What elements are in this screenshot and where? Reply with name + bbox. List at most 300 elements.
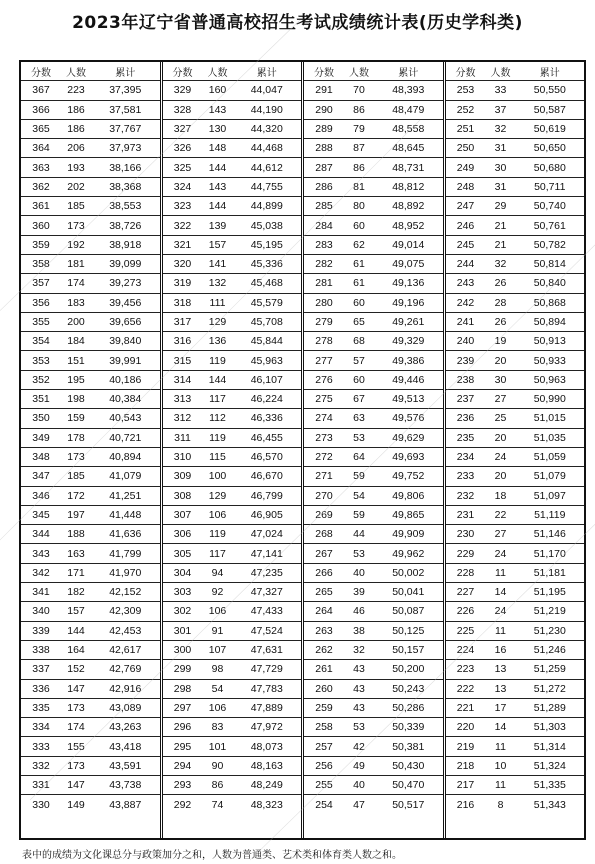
- cumulative-cell: 51,119: [534, 508, 566, 521]
- cumulative-cell: 39,273: [109, 277, 142, 290]
- cumulative-cell: 44,468: [250, 142, 283, 155]
- count-cell: 22: [494, 508, 507, 521]
- score-cell: 319: [173, 277, 192, 290]
- score-cell: 222: [456, 682, 475, 695]
- cumulative-cell: 49,865: [392, 508, 425, 521]
- cumulative-cell: 51,219: [533, 605, 566, 618]
- score-cell: 311: [174, 431, 191, 444]
- cumulative-cell: 46,799: [250, 489, 283, 502]
- score-cell: 234: [456, 451, 475, 464]
- table-row: [304, 313, 443, 332]
- table-row: [304, 139, 443, 158]
- count-cell: 152: [67, 663, 85, 676]
- score-cell: 324: [173, 180, 192, 193]
- score-cell: 244: [456, 258, 475, 271]
- score-cell: 329: [173, 84, 192, 97]
- score-cell: 249: [456, 161, 475, 174]
- count-cell: 101: [208, 740, 227, 753]
- cumulative-cell: 47,889: [250, 701, 283, 714]
- score-cell: 366: [32, 103, 50, 116]
- score-cell: 296: [173, 721, 192, 734]
- score-cell: 325: [173, 161, 192, 174]
- cumulative-cell: 49,196: [392, 296, 425, 309]
- score-cell: 361: [32, 200, 50, 213]
- score-cell: 216: [456, 798, 475, 811]
- header-row: [304, 62, 443, 81]
- header-score: 分数: [455, 67, 476, 79]
- header-cumulative: 累计: [256, 67, 277, 79]
- header-count: 人数: [490, 67, 511, 79]
- count-cell: 26: [494, 316, 507, 328]
- cumulative-cell: 39,656: [109, 316, 142, 328]
- count-cell: 24: [494, 547, 507, 560]
- table-row: [163, 448, 302, 467]
- count-cell: 33: [494, 84, 507, 97]
- score-cell: 345: [32, 508, 50, 521]
- count-cell: 37: [494, 103, 507, 116]
- table-row: [163, 139, 302, 158]
- cumulative-cell: 45,963: [250, 354, 283, 367]
- count-cell: 32: [494, 258, 507, 271]
- cumulative-cell: 45,844: [250, 335, 283, 348]
- cumulative-cell: 51,324: [533, 759, 566, 772]
- table-row: [21, 294, 160, 313]
- score-cell: 264: [315, 605, 333, 618]
- cumulative-cell: 51,343: [533, 798, 566, 811]
- count-cell: 13: [494, 682, 507, 695]
- table-row: [446, 641, 585, 660]
- cumulative-cell: 50,243: [392, 682, 425, 695]
- cumulative-cell: 50,286: [392, 701, 425, 714]
- score-cell: 220: [456, 721, 475, 734]
- score-cell: 308: [173, 489, 192, 502]
- score-cell: 359: [32, 238, 50, 251]
- score-cell: 250: [456, 142, 475, 155]
- table-row: [446, 602, 585, 621]
- count-cell: 53: [353, 431, 365, 444]
- score-cell: 275: [315, 393, 333, 406]
- cumulative-cell: 46,455: [250, 431, 283, 444]
- cumulative-cell: 50,517: [392, 798, 425, 811]
- count-cell: 106: [208, 508, 227, 521]
- cumulative-cell: 43,591: [109, 759, 142, 772]
- table-row: [21, 737, 160, 756]
- count-cell: 43: [353, 701, 365, 714]
- score-cell: 251: [456, 123, 475, 136]
- cumulative-cell: 47,433: [250, 605, 283, 618]
- count-cell: 46: [353, 605, 365, 618]
- score-cell: 360: [32, 219, 50, 232]
- cumulative-cell: 50,680: [533, 161, 566, 174]
- table-row: [446, 178, 585, 197]
- count-cell: 188: [67, 528, 85, 541]
- score-cell: 363: [32, 161, 50, 174]
- header-row: [163, 62, 302, 81]
- score-cell: 309: [173, 470, 192, 483]
- count-cell: 107: [208, 644, 227, 657]
- cumulative-cell: 50,782: [533, 238, 566, 251]
- score-cell: 302: [173, 605, 192, 618]
- count-cell: 28: [494, 296, 507, 309]
- table-row: [163, 255, 302, 274]
- score-cell: 221: [456, 701, 475, 714]
- cumulative-cell: 39,456: [109, 296, 142, 309]
- cumulative-cell: 40,721: [109, 431, 142, 444]
- cumulative-cell: 44,190: [250, 103, 283, 116]
- count-cell: 64: [353, 451, 365, 464]
- cumulative-cell: 42,617: [109, 644, 142, 657]
- score-cell: 365: [32, 123, 50, 136]
- table-row: [21, 158, 160, 177]
- score-cell: 332: [32, 759, 50, 772]
- cumulative-cell: 51,335: [533, 779, 566, 792]
- table-row: [163, 718, 302, 737]
- cumulative-cell: 44,612: [250, 161, 283, 174]
- table-row: [304, 622, 443, 641]
- count-cell: 185: [67, 200, 85, 213]
- count-cell: 111: [209, 296, 226, 309]
- table-row: [446, 737, 585, 756]
- table-row: [21, 622, 160, 641]
- header-cumulative: 累计: [115, 67, 136, 79]
- count-cell: 39: [353, 586, 365, 599]
- cumulative-cell: 41,970: [109, 566, 142, 579]
- score-cell: 330: [32, 798, 50, 811]
- count-cell: 65: [353, 316, 365, 328]
- table-row: [446, 680, 585, 699]
- score-cell: 355: [32, 316, 50, 328]
- cumulative-cell: 40,543: [109, 412, 142, 425]
- table-row: [304, 776, 443, 795]
- table-row: [21, 197, 160, 216]
- cumulative-cell: 51,195: [533, 586, 566, 599]
- table-row: [21, 390, 160, 409]
- cumulative-cell: 49,576: [392, 412, 425, 425]
- score-cell: 235: [456, 431, 475, 444]
- count-cell: 40: [353, 566, 365, 579]
- score-cell: 241: [456, 316, 475, 328]
- cumulative-cell: 50,963: [533, 373, 566, 386]
- count-cell: 202: [67, 180, 85, 193]
- count-cell: 100: [208, 470, 227, 483]
- count-cell: 24: [494, 451, 507, 464]
- cumulative-cell: 51,079: [533, 470, 566, 483]
- count-cell: 136: [208, 335, 227, 348]
- cumulative-cell: 51,097: [533, 489, 566, 502]
- score-cell: 346: [32, 489, 50, 502]
- cumulative-cell: 48,393: [392, 84, 425, 97]
- count-cell: 92: [211, 586, 224, 599]
- score-cell: 258: [315, 721, 333, 734]
- table-row: [446, 487, 585, 506]
- table-row: [446, 390, 585, 409]
- score-cell: 218: [456, 759, 475, 772]
- table-row: [21, 429, 160, 448]
- cumulative-cell: 48,163: [250, 759, 283, 772]
- table-block-1: [19, 62, 160, 838]
- cumulative-cell: 38,553: [109, 200, 142, 213]
- table-row: [304, 101, 443, 120]
- table-row: [21, 506, 160, 525]
- score-cell: 271: [315, 470, 333, 483]
- table-row: [21, 718, 160, 737]
- count-cell: 18: [494, 489, 507, 502]
- score-cell: 246: [456, 219, 475, 232]
- score-cell: 274: [315, 412, 333, 425]
- table-row: [21, 332, 160, 351]
- count-cell: 74: [211, 798, 224, 811]
- cumulative-cell: 48,952: [392, 219, 425, 232]
- score-cell: 316: [173, 335, 192, 348]
- count-cell: 20: [494, 354, 507, 367]
- score-cell: 342: [32, 566, 50, 579]
- table-row: [21, 351, 160, 370]
- table-block-4: [443, 62, 587, 838]
- count-cell: 160: [208, 84, 227, 97]
- cumulative-cell: 48,249: [250, 779, 283, 792]
- count-cell: 13: [494, 663, 507, 676]
- score-cell: 293: [173, 779, 192, 792]
- count-cell: 26: [494, 277, 507, 290]
- cumulative-cell: 49,075: [392, 258, 425, 271]
- table-row: [21, 101, 160, 120]
- table-row: [21, 216, 160, 235]
- count-cell: 44: [353, 528, 365, 541]
- table-row: [21, 313, 160, 332]
- cumulative-cell: 37,767: [109, 123, 142, 136]
- count-cell: 174: [67, 277, 85, 290]
- score-cell: 356: [32, 296, 50, 309]
- cumulative-cell: 51,314: [533, 740, 566, 753]
- score-cell: 340: [32, 605, 50, 618]
- cumulative-cell: 51,170: [533, 547, 566, 560]
- table-row: [446, 351, 585, 370]
- score-cell: 354: [32, 335, 50, 348]
- table-row: [304, 81, 443, 100]
- score-cell: 230: [456, 528, 475, 541]
- cumulative-cell: 47,524: [250, 624, 283, 637]
- count-cell: 86: [353, 161, 365, 174]
- score-cell: 351: [32, 393, 50, 406]
- score-cell: 283: [315, 238, 333, 251]
- score-cell: 318: [173, 296, 192, 309]
- score-cell: 288: [315, 142, 333, 155]
- cumulative-cell: 48,812: [392, 180, 425, 193]
- count-cell: 10: [494, 759, 507, 772]
- table-row: [163, 313, 302, 332]
- score-cell: 349: [32, 431, 50, 444]
- score-cell: 331: [32, 779, 50, 792]
- table-row: [163, 332, 302, 351]
- table-row: [446, 525, 585, 544]
- score-cell: 333: [32, 740, 50, 753]
- table-row: [446, 139, 585, 158]
- score-cell: 224: [456, 644, 475, 657]
- cumulative-cell: 39,099: [109, 258, 142, 271]
- score-cell: 270: [315, 489, 333, 502]
- score-cell: 338: [32, 644, 50, 657]
- count-cell: 68: [353, 335, 365, 348]
- score-cell: 322: [173, 219, 192, 232]
- score-cell: 263: [315, 624, 333, 637]
- count-cell: 151: [67, 354, 85, 367]
- count-cell: 173: [67, 759, 85, 772]
- count-cell: 119: [209, 528, 226, 541]
- count-cell: 157: [67, 605, 85, 618]
- cumulative-cell: 41,799: [109, 547, 142, 560]
- table-row: [21, 583, 160, 602]
- table-row: [446, 660, 585, 679]
- cumulative-cell: 48,479: [392, 103, 425, 116]
- table-row: [163, 564, 302, 583]
- table-row: [21, 641, 160, 660]
- table-row: [304, 564, 443, 583]
- score-cell: 297: [173, 701, 192, 714]
- count-cell: 83: [211, 721, 224, 734]
- score-cell: 299: [173, 663, 192, 676]
- cumulative-cell: 39,840: [109, 335, 142, 348]
- count-cell: 185: [67, 470, 85, 483]
- cumulative-cell: 47,972: [250, 721, 283, 734]
- cumulative-cell: 46,670: [250, 470, 283, 483]
- count-cell: 200: [67, 316, 85, 328]
- count-cell: 149: [67, 798, 85, 811]
- score-cell: 247: [456, 200, 475, 213]
- score-cell: 347: [32, 470, 50, 483]
- count-cell: 223: [67, 84, 85, 97]
- table-row: [446, 236, 585, 255]
- count-cell: 86: [353, 103, 365, 116]
- cumulative-cell: 42,152: [109, 586, 142, 599]
- cumulative-cell: 45,708: [250, 316, 283, 328]
- table-row: [304, 429, 443, 448]
- score-cell: 273: [315, 431, 333, 444]
- score-cell: 313: [173, 393, 192, 406]
- cumulative-cell: 50,157: [392, 644, 425, 657]
- cumulative-cell: 51,289: [533, 701, 566, 714]
- count-cell: 163: [67, 547, 85, 560]
- table-row: [304, 409, 443, 428]
- table-row: [163, 101, 302, 120]
- score-cell: 286: [315, 180, 333, 193]
- table-row: [21, 178, 160, 197]
- table-row: [163, 525, 302, 544]
- table-row: [163, 467, 302, 486]
- score-cell: 367: [32, 84, 50, 97]
- cumulative-cell: 44,755: [250, 180, 283, 193]
- cumulative-cell: 48,892: [392, 200, 425, 213]
- count-cell: 70: [353, 84, 365, 97]
- table-row: [163, 583, 302, 602]
- score-cell: 233: [456, 470, 475, 483]
- count-cell: 61: [353, 277, 365, 290]
- table-row: [21, 448, 160, 467]
- table-row: [446, 274, 585, 293]
- count-cell: 184: [67, 335, 85, 348]
- cumulative-cell: 50,087: [392, 605, 425, 618]
- count-cell: 117: [209, 393, 226, 406]
- score-cell: 287: [315, 161, 333, 174]
- score-cell: 314: [173, 373, 192, 386]
- score-cell: 336: [32, 682, 50, 695]
- score-cell: 353: [32, 354, 50, 367]
- table-row: [21, 236, 160, 255]
- table-row: [163, 641, 302, 660]
- table-row: [304, 120, 443, 139]
- score-cell: 265: [315, 586, 333, 599]
- table-row: [163, 274, 302, 293]
- cumulative-cell: 43,738: [109, 779, 142, 792]
- count-cell: 132: [208, 277, 227, 290]
- count-cell: 30: [494, 373, 507, 386]
- count-cell: 198: [67, 393, 85, 406]
- count-cell: 106: [208, 701, 227, 714]
- count-cell: 171: [67, 566, 85, 579]
- score-cell: 262: [315, 644, 333, 657]
- cumulative-cell: 51,181: [533, 566, 566, 579]
- cumulative-cell: 49,386: [392, 354, 425, 367]
- score-cell: 320: [173, 258, 192, 271]
- table-row: [21, 699, 160, 718]
- cumulative-cell: 38,166: [109, 161, 142, 174]
- table-row: [21, 81, 160, 100]
- table-row: [304, 371, 443, 390]
- table-row: [163, 487, 302, 506]
- table-row: [304, 544, 443, 563]
- cumulative-cell: 49,629: [392, 431, 425, 444]
- score-cell: 226: [456, 605, 475, 618]
- table-row: [163, 602, 302, 621]
- score-cell: 252: [456, 103, 475, 116]
- cumulative-cell: 49,806: [392, 489, 425, 502]
- score-cell: 243: [456, 277, 475, 290]
- cumulative-cell: 48,645: [392, 142, 425, 155]
- score-cell: 291: [315, 84, 333, 97]
- count-cell: 53: [353, 547, 365, 560]
- count-cell: 59: [353, 508, 365, 521]
- score-cell: 272: [315, 451, 333, 464]
- table-row: [304, 795, 443, 814]
- count-cell: 11: [495, 624, 506, 637]
- score-cell: 321: [173, 238, 192, 251]
- score-cell: 301: [173, 624, 192, 637]
- cumulative-cell: 47,327: [250, 586, 283, 599]
- table-row: [446, 564, 585, 583]
- page-title: 2023年辽宁省普通高校招生考试成绩统计表(历史学科类): [72, 13, 523, 33]
- table-row: [446, 409, 585, 428]
- header-count: 人数: [349, 67, 369, 79]
- count-cell: 119: [209, 431, 226, 444]
- score-cell: 228: [456, 566, 475, 579]
- count-cell: 112: [209, 412, 226, 425]
- score-cell: 217: [456, 779, 475, 792]
- count-cell: 129: [208, 489, 227, 502]
- count-cell: 119: [209, 354, 226, 367]
- cumulative-cell: 49,261: [392, 316, 425, 328]
- cumulative-cell: 50,933: [533, 354, 566, 367]
- score-cell: 260: [315, 682, 333, 695]
- cumulative-cell: 45,468: [250, 277, 283, 290]
- table-row: [446, 429, 585, 448]
- cumulative-cell: 48,558: [392, 123, 425, 136]
- count-cell: 11: [495, 740, 506, 753]
- cumulative-cell: 37,973: [109, 142, 142, 155]
- table-row: [304, 236, 443, 255]
- count-cell: 19: [494, 335, 507, 348]
- cumulative-cell: 43,418: [109, 740, 142, 753]
- count-cell: 60: [353, 373, 365, 386]
- count-cell: 87: [353, 142, 365, 155]
